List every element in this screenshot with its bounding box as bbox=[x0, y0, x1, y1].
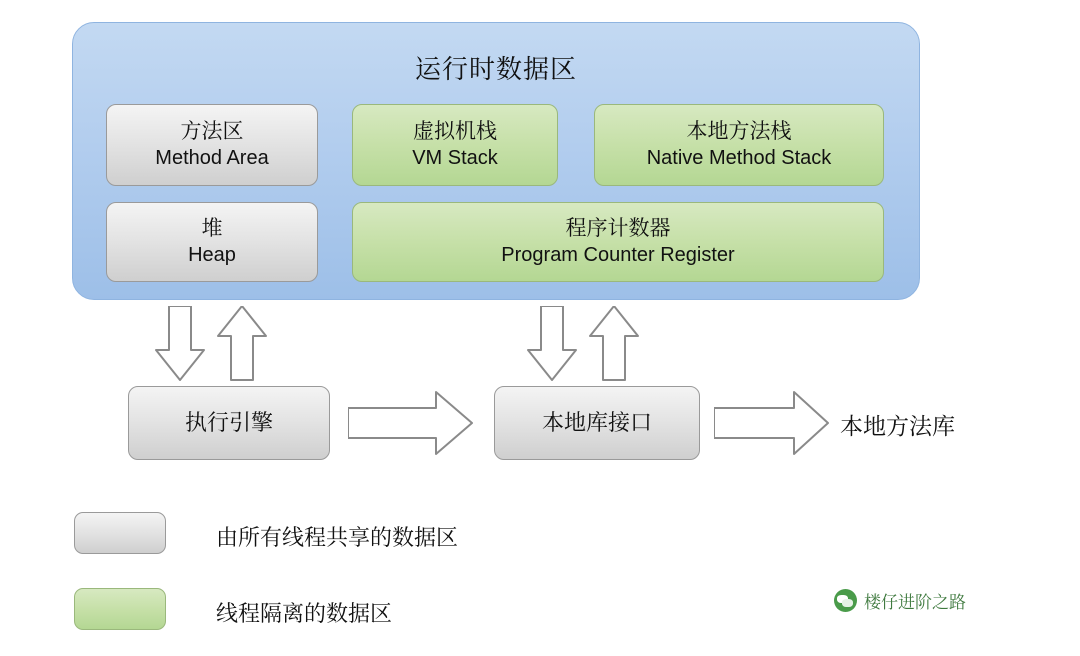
native-library-label: 本地方法库 bbox=[840, 413, 955, 439]
method-area-label-en: Method Area bbox=[155, 146, 269, 169]
vm-stack-label-en: VM Stack bbox=[412, 146, 498, 169]
native-interface-box bbox=[494, 386, 700, 460]
heap-label-en: Heap bbox=[188, 243, 236, 266]
wechat-logo-icon bbox=[834, 589, 857, 612]
method-area-label-cn: 方法区 bbox=[180, 120, 244, 144]
heap-box bbox=[106, 202, 318, 282]
legend-swatch-isolated bbox=[74, 588, 166, 630]
arrow-right-interface-to-library-icon bbox=[714, 388, 830, 458]
arrow-up-engine-icon bbox=[214, 306, 270, 382]
vm-stack-label-cn: 虚拟机栈 bbox=[413, 120, 497, 144]
arrow-down-native-interface-icon bbox=[524, 306, 580, 382]
runtime-data-area-title: 运行时数据区 bbox=[414, 54, 577, 84]
legend-swatch-shared bbox=[74, 512, 166, 554]
program-counter-label-cn: 程序计数器 bbox=[565, 217, 671, 241]
native-interface-label: 本地库接口 bbox=[541, 410, 652, 436]
vm-stack-box bbox=[352, 104, 558, 186]
arrow-down-engine-icon bbox=[152, 306, 208, 382]
arrow-up-native-interface-icon bbox=[586, 306, 642, 382]
arrow-right-engine-to-interface-icon bbox=[348, 388, 474, 458]
watermark-label: 楼仔进阶之路 bbox=[864, 593, 966, 612]
native-method-stack-label-cn: 本地方法栈 bbox=[686, 120, 792, 144]
native-method-stack-box bbox=[594, 104, 884, 186]
program-counter-register-box bbox=[352, 202, 884, 282]
execution-engine-label: 执行引擎 bbox=[184, 410, 273, 436]
method-area-box bbox=[106, 104, 318, 186]
legend-label-isolated: 线程隔离的数据区 bbox=[216, 601, 393, 626]
program-counter-label-en: Program Counter Register bbox=[501, 243, 735, 266]
native-method-stack-label-en: Native Method Stack bbox=[646, 146, 832, 169]
legend-label-shared: 由所有线程共享的数据区 bbox=[216, 525, 459, 550]
heap-label-cn: 堆 bbox=[201, 217, 223, 241]
execution-engine-box bbox=[128, 386, 330, 460]
watermark bbox=[834, 588, 966, 613]
